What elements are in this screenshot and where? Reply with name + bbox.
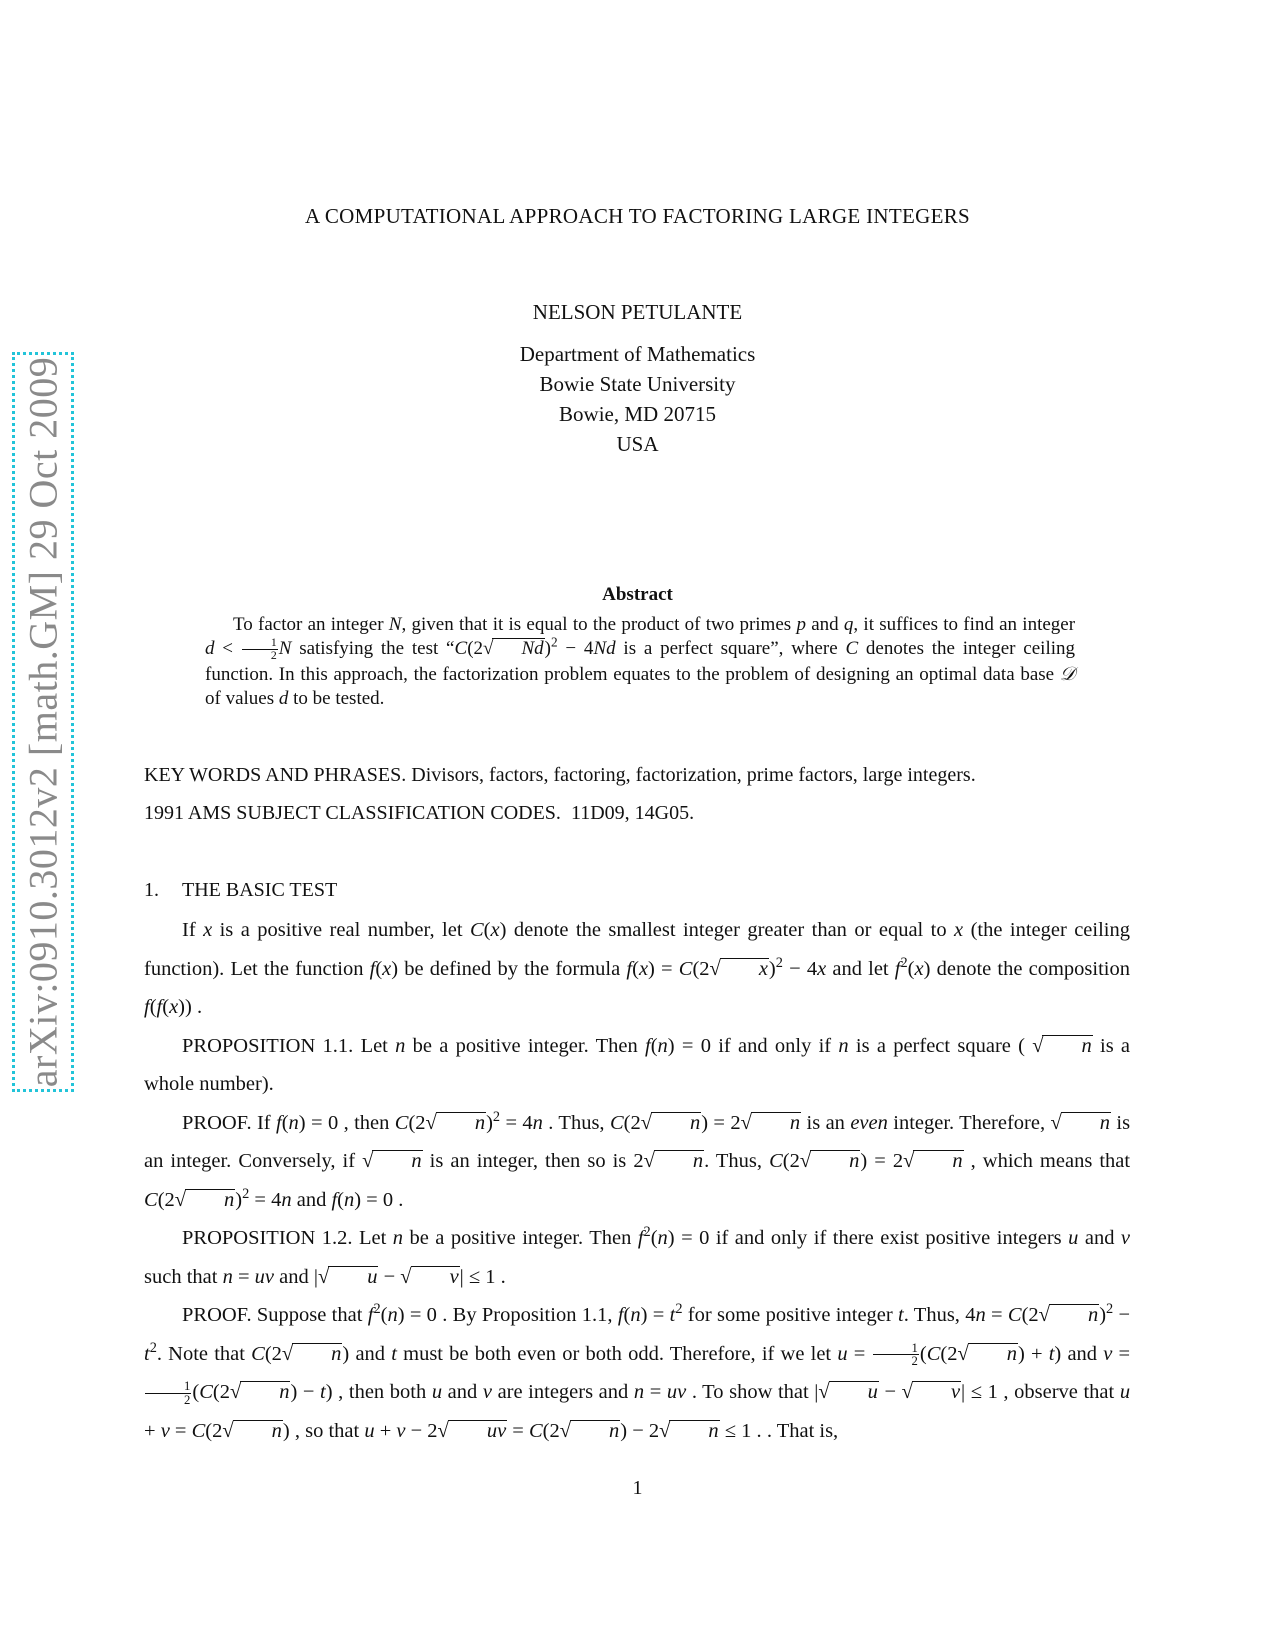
keywords-value: Divisors, factors, factoring, factorization, prime factors, large integers. [411, 764, 976, 786]
arxiv-id: arXiv:0910.3012v2 [math.GM] 29 Oct 2009 [20, 356, 66, 1088]
classification-codes-line [144, 802, 694, 825]
paper-title: A COMPUTATIONAL APPROACH TO FACTORING LARGE INTEGERS [305, 204, 970, 228]
keywords-line [144, 764, 976, 787]
abstract-body: To factor an integer N, given that it is equal to the product of two primes p and q, it suffices to find an integer d < $\frac{1}{2}$ N satisfying the test “C(2√ Nd)$^2$ − 4Nd is a perfect square”, where C denotes the integer ceiling function. In this approach, the factorization problem equates to the problem of designing an optimal data base 𝒟 of values d to be tested. [205, 614, 1076, 709]
codes-label: 1991 AMS SUBJECT CLASSIFICATION CODES. [144, 802, 561, 824]
affiliation [0, 339, 1275, 459]
proposition-1-2: PROPOSITION 1.2. Let n be a positive integer. Then $f^2(n) = 0$ if and only if there exist positive integers u and v such that n = uv and |√ u − √ v| ≤ 1 . [144, 1224, 1131, 1288]
database-d-symbol: 𝒟 [1059, 662, 1075, 685]
affiliation-city: Bowie, MD 20715 [559, 402, 716, 426]
proof-1-1: PROOF. If f(n) = 0 , then C(2√ n)$^2$ = 4n . Thus, C(2√ n) = 2√ n is an even integer. Therefore, √ n is an integer. Conversely, if √ n is an integer, then so is 2√ n. Thus, C(2√ n) = 2√ n , which means that C(2√ n)$^2$ = 4n and f(n) = 0 . [144, 1108, 1131, 1211]
section-body [144, 911, 1130, 1450]
keywords-label: KEY WORDS AND PHRASES. [144, 764, 407, 786]
section-title: THE BASIC TEST [182, 879, 338, 901]
affiliation-university: Bowie State University [539, 372, 736, 396]
section-heading [144, 879, 337, 902]
arxiv-stamp [12, 352, 74, 1092]
author-name: NELSON PETULANTE [532, 300, 743, 324]
proof-1-2: PROOF. Suppose that $f^2(n) = 0$ . By Proposition 1.1, $f(n) = t^2$ for some positive integer t. Thus, 4n = C(2√ $n)^2 - t^2$. Note that C(2√ n) and t must be both even or both odd. Therefore, if we let u = $\frac{1}{2}$ (C(2√ n) + t) and v = $\frac{1}{2}$ (C(2√ n) − t) , then both u and v are integers and n = uv . To show that |√ u − √ v| ≤ 1 , observe that u + v = C(2√ n) , so that u + v − 2√ uv = C(2√ n) − 2√ n ≤ 1 . . That is, [144, 1301, 1131, 1442]
affiliation-country: USA [616, 432, 659, 456]
affiliation-department: Department of Mathematics [519, 342, 756, 366]
abstract-heading: Abstract [602, 584, 673, 605]
proposition-1-1: PROPOSITION 1.1. Let n be a positive integer. Then f(n) = 0 if and only if n is a perfect square ( √ n is a whole number). [144, 1034, 1131, 1095]
paragraph-definition: If x is a positive real number, let C(x) denote the smallest integer greater than or equal to x (the integer ceiling function). Let the function f(x) be defined by the formula f(x) = C(2√ x)$^2$ − 4x and let $f^2(x)$ denote the composition f(f(x)) . [144, 919, 1130, 1018]
page-number: 1 [632, 1477, 643, 1499]
section-number: 1. [144, 879, 159, 901]
codes-value: 11D09, 14G05. [570, 802, 695, 824]
